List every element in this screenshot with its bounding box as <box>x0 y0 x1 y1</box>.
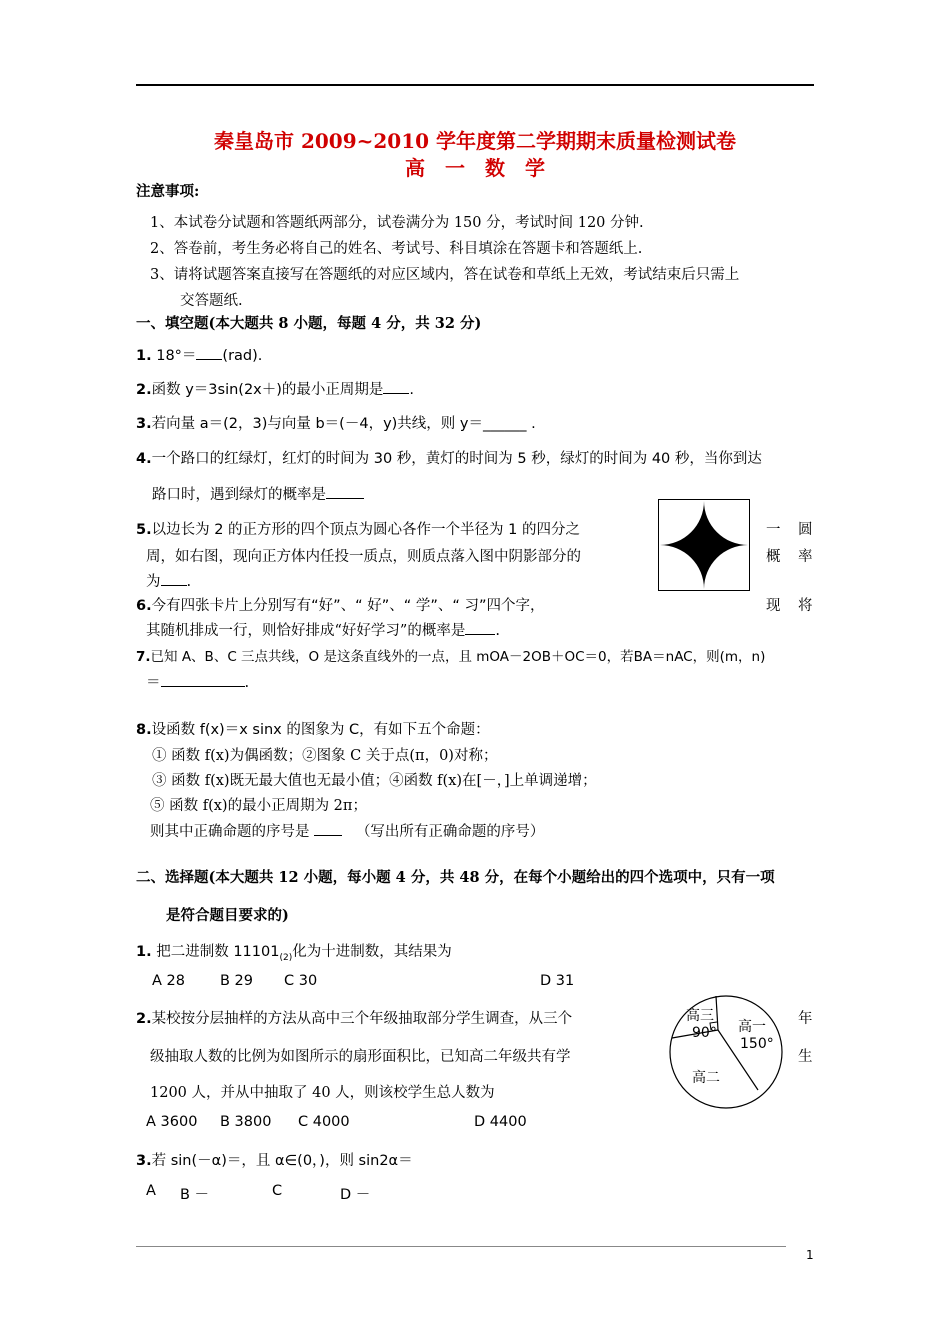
section2-heading-cont: 是符合题目要求的) <box>166 907 289 924</box>
question-text: (rad). <box>222 348 263 364</box>
pie-label-grade2: 高二 <box>692 1070 720 1086</box>
answer-blank <box>465 620 495 635</box>
q6-right-1: 现 <box>766 598 781 614</box>
question-text: 函数 y＝3sin(2x＋)的最小正周期是 <box>151 382 384 398</box>
q2-2-option-b: B 3800 <box>220 1114 272 1130</box>
question-text: 路口时，遇到绿灯的概率是 <box>152 487 326 503</box>
q8-proposition-3-4: ③ 函数 f(x)既无最大值也无最小值；④函数 f(x)在[－，]上单调递增； <box>152 773 597 789</box>
question-text: 一个路口的红绿灯，红灯的时间为 30 秒，黄灯的时间为 5 秒，绿灯的时间为 40 秒，当你到达 <box>151 451 762 467</box>
question-number: 7. <box>136 649 151 665</box>
question-1-2 <box>136 378 414 399</box>
notice-item-1: 1、本试卷分试题和答题纸两部分，试卷满分为 150 分，考试时间 120 分钟. <box>150 215 644 231</box>
q8-proposition-1-2: ① 函数 f(x)为偶函数；②图象 C 关于点(π，0)对称； <box>152 748 498 764</box>
question-text: 以边长为 2 的正方形的四个顶点为圆心各作一个半径为 1 的四分之 <box>151 522 580 538</box>
grade-pie-chart <box>660 990 790 1114</box>
question-2-2-cont: 级抽取人数的比例为如图所示的扇形面积比，已知高二年级共有学 <box>150 1049 571 1065</box>
question-1-7 <box>136 645 765 665</box>
question-2-3 <box>136 1149 413 1170</box>
question-number: 5. <box>136 522 152 538</box>
q5-right-4: 率 <box>798 549 813 565</box>
notice-item-2: 2、答卷前，考生务必将自己的姓名、考试号、科目填涂在答题卡和答题纸上. <box>150 241 643 257</box>
section1-heading: 一、填空题(本大题共 8 小题，每题 4 分，共 32 分) <box>136 315 482 332</box>
pie-label-grade3-degree: 90° <box>692 1025 717 1041</box>
question-1-6 <box>136 594 545 615</box>
answer-blank <box>314 821 342 836</box>
q2-3-option-b: B － <box>180 1187 210 1203</box>
q5-right-1: 一 <box>766 522 781 538</box>
exam-subtitle: 高 一 数 学 <box>405 156 545 180</box>
question-number: 3. <box>136 1153 152 1169</box>
q5-right-2: 圆 <box>798 522 813 538</box>
q2-3-option-c: C <box>272 1183 283 1199</box>
question-text: ＝ <box>146 675 161 691</box>
q2-3-option-d: D － <box>340 1187 371 1203</box>
question-number: 1. <box>136 348 152 364</box>
question-text: 已知 A、B、C 三点共线，O 是这条直线外的一点，且 mOA－2OB＋OC＝0，若BA＝nAC，则(m，n) <box>150 649 766 665</box>
question-2-2-end: 1200 人，并从中抽取了 40 人，则该校学生总人数为 <box>150 1085 495 1101</box>
question-text: 18°＝ <box>151 348 197 364</box>
question-text: （写出所有正确命题的序号） <box>355 824 545 840</box>
q2-2-option-c: C 4000 <box>298 1114 350 1130</box>
q2-2-right-2: 生 <box>798 1049 813 1065</box>
question-text: . <box>409 382 415 398</box>
answer-blank <box>383 379 409 394</box>
q8-answer-prompt <box>150 820 544 841</box>
question-1-8 <box>136 718 490 739</box>
pie-label-grade1: 高一 <box>738 1019 766 1035</box>
q2-1-option-b: B 29 <box>220 973 254 989</box>
q2-1-option-a: A 28 <box>152 973 185 989</box>
page-number: 1 <box>806 1248 814 1262</box>
question-number: 2. <box>136 1011 152 1027</box>
question-number: 8. <box>136 722 152 738</box>
answer-blank <box>326 484 364 499</box>
question-number: 6. <box>136 598 152 614</box>
base-subscript: (2) <box>279 952 293 963</box>
exam-title: 秦皇岛市 2009~2010 学年度第二学期期末质量检测试卷 <box>213 129 736 153</box>
section2-heading: 二、选择题(本大题共 12 小题，每小题 4 分，共 48 分，在每个小题给出的四个选项中，只有一项 <box>136 869 775 886</box>
question-number: 4. <box>136 451 152 467</box>
q2-1-option-c: C 30 <box>284 973 318 989</box>
q2-3-option-a: A <box>146 1183 156 1199</box>
question-2-2 <box>136 1007 572 1028</box>
pie-label-grade1-degree: 150° <box>740 1036 774 1052</box>
question-1-4 <box>136 447 762 468</box>
question-text: . <box>186 574 192 590</box>
question-text: 其随机排成一行，则恰好排成“好好学习”的概率是 <box>146 623 466 639</box>
question-1-5 <box>136 518 580 539</box>
q5-right-3: 概 <box>766 549 781 565</box>
pie-label-grade3: 高三 <box>686 1008 714 1024</box>
question-text: 为 <box>146 574 161 590</box>
q2-2-option-a: A 3600 <box>146 1114 198 1130</box>
answer-blank <box>161 571 187 586</box>
question-number: 2. <box>136 382 152 398</box>
question-1-6-cont <box>146 619 500 640</box>
question-1-3 <box>136 412 536 433</box>
question-text: 化为十进制数，其结果为 <box>292 944 452 960</box>
answer-blank <box>196 345 222 360</box>
question-number: 3. <box>136 416 152 432</box>
question-text: 把二进制数 11101 <box>151 944 280 960</box>
q2-2-right-1: 年 <box>798 1011 813 1027</box>
question-1-4-cont <box>152 483 364 504</box>
question-text: 设函数 f(x)＝x sinx 的图象为 C，有如下五个命题： <box>151 722 490 738</box>
question-number: 1. <box>136 944 152 960</box>
question-1-5-end <box>146 570 191 591</box>
footer-rule <box>136 1246 786 1247</box>
notice-item-3: 3、请将试题答案直接写在答题纸的对应区域内，答在试卷和草纸上无效，考试结束后只需上 <box>150 267 740 283</box>
q2-1-option-d: D 31 <box>540 973 575 989</box>
notice-item-3-cont: 交答题纸. <box>180 293 243 309</box>
question-text: 某校按分层抽样的方法从高中三个年级抽取部分学生调查，从三个 <box>151 1011 573 1027</box>
header-rule <box>136 84 814 86</box>
question-1-5-cont: 周，如右图，现向正方体内任投一质点，则质点落入图中阴影部分的 <box>146 549 581 565</box>
notice-heading: 注意事项: <box>136 183 200 200</box>
question-text: 若 sin(－α)＝，且 α∈(0，)，则 sin2α＝ <box>151 1153 413 1169</box>
question-text: . <box>244 675 250 691</box>
question-text: . <box>495 623 500 639</box>
question-1-7-cont <box>146 671 249 692</box>
question-1-1 <box>136 344 262 365</box>
question-text: 今有四张卡片上分别写有“好”、“ 好”、“ 学”、“ 习”四个字， <box>151 598 545 614</box>
q8-proposition-5: ⑤ 函数 f(x)的最小正周期为 2π； <box>150 798 367 814</box>
question-text: 若向量 a＝(2，3)与向量 b＝(－4，y)共线，则 y＝______ . <box>151 416 536 432</box>
question-text: 则其中正确命题的序号是 <box>150 824 310 840</box>
answer-blank <box>161 672 245 687</box>
q2-2-option-d: D 4400 <box>474 1114 527 1130</box>
q6-right-2: 将 <box>798 598 813 614</box>
question-2-1 <box>136 940 452 963</box>
quarter-circle-figure <box>658 499 750 591</box>
